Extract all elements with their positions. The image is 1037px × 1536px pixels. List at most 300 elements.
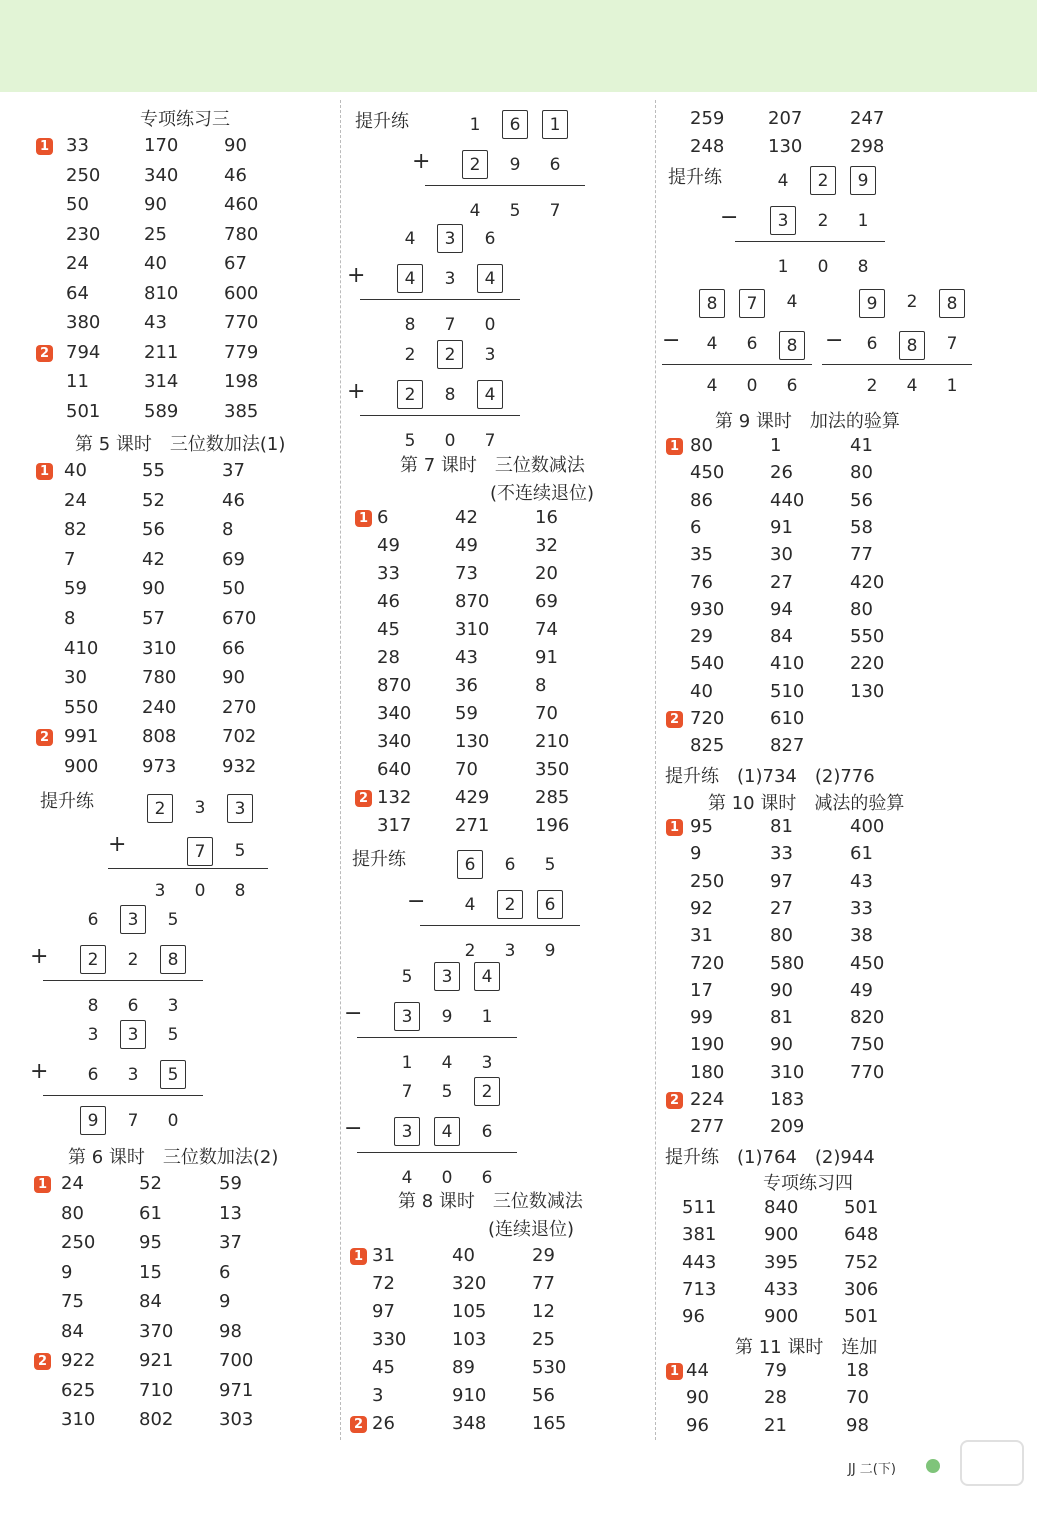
vertical-digit: 1 [469,115,481,135]
vertical-digit: 5 [404,431,416,451]
answer-value: 30 [64,667,87,689]
vertical-digit: 7 [484,431,496,451]
answer-value: 840 [764,1197,799,1218]
answer-value: 770 [850,1061,885,1083]
number-badge: 2 [666,711,683,728]
section-title: 第 5 课时 三位数加法(1) [75,434,286,455]
section-title: 第 6 课时 三位数加法(2) [68,1147,279,1168]
answer-value: 44 [686,1360,709,1381]
answer-value: 18 [846,1360,869,1381]
vertical-digit: 0 [817,257,829,277]
vertical-digit: 4 [786,292,798,312]
number-badge: 2 [355,790,372,807]
answer-value: 132 [377,787,412,808]
answer-value: 46 [224,164,247,186]
answer-value: 310 [770,1061,805,1083]
answer-box: 2 [80,945,106,974]
answer-value: 84 [139,1291,162,1312]
answer-value: 183 [770,1089,805,1110]
answer-value: 750 [850,1034,885,1056]
answer-value: 105 [452,1301,487,1322]
sum-line [420,925,580,926]
answer-value: 511 [682,1197,717,1218]
answer-value: 46 [222,489,245,511]
answer-value: 247 [850,108,885,129]
answer-value: 80 [850,598,873,620]
answer-value: 900 [764,1224,799,1246]
answer-box: 4 [397,264,423,293]
answer-value: 385 [224,400,259,422]
answer-value: 45 [372,1357,395,1378]
answer-value: 66 [222,637,245,659]
answer-box: 6 [502,110,528,139]
vertical-digit: 1 [777,257,789,277]
plus-sign: + [347,379,366,404]
answer-value: 310 [61,1409,96,1430]
answer-value: 6 [377,507,389,528]
answer-value: 248 [690,136,725,157]
answer-value: 900 [764,1306,799,1328]
minus-sign: − [720,205,739,230]
number-badge: 1 [666,438,683,455]
vertical-digit: 1 [946,376,958,396]
answer-box: 3 [120,905,146,934]
answer-value: 90 [224,135,247,156]
minus-sign: − [407,889,426,914]
answer-value: 971 [219,1379,254,1401]
number-badge: 2 [36,345,53,362]
answer-value: 340 [377,731,412,752]
sum-line [735,241,885,242]
answer-value: 700 [219,1350,254,1371]
section-title: 第 9 课时 加法的验算 [715,411,900,432]
answer-value: 37 [222,460,245,481]
number-badge: 1 [350,1248,367,1265]
answer-value: 57 [142,608,165,629]
answer-value: 270 [222,696,257,718]
answer-box: 3 [437,224,463,253]
vertical-digit: 5 [167,1025,179,1045]
vertical-digit: 5 [509,201,521,221]
vertical-digit: 8 [857,257,869,277]
answer-value: 52 [139,1173,162,1194]
answer-box: 4 [477,380,503,409]
vertical-digit: 5 [544,855,556,875]
answer-box: 7 [739,289,765,318]
answer-value: 43 [850,870,873,892]
vertical-digit: 6 [87,1065,99,1085]
answer-value: 240 [142,696,177,718]
number-badge: 1 [34,1176,51,1193]
answer-value: 20 [535,563,558,584]
vertical-digit: 1 [401,1053,413,1073]
vertical-digit: 0 [441,1168,453,1188]
answer-value: 61 [850,843,873,865]
vertical-digit: 0 [444,431,456,451]
answer-value: 285 [535,787,570,808]
answer-value: 501 [844,1197,879,1218]
answer-value: 220 [850,653,885,675]
vertical-digit: 3 [444,269,456,289]
tisheng-label: 提升练 [668,167,722,188]
answer-value: 303 [219,1409,254,1430]
answer-value: 9 [219,1291,231,1312]
sum-line [357,1152,517,1153]
answer-value: 21 [764,1414,787,1436]
answer-value: 35 [690,544,713,566]
answer-value: 61 [139,1202,162,1224]
answer-value: 702 [222,726,257,748]
answer-value: 340 [377,703,412,724]
answer-box: 7 [187,837,213,866]
answer-box: 1 [542,110,568,139]
vertical-digit: 9 [544,941,556,961]
answer-value: 80 [770,925,793,947]
number-badge: 1 [666,819,683,836]
section-title: 专项练习三 [140,109,230,130]
answer-value: 33 [66,135,89,156]
answer-value: 79 [764,1360,787,1381]
vertical-digit: 4 [906,376,918,396]
vertical-digit: 7 [401,1082,413,1102]
answer-value: 80 [61,1202,84,1224]
answer-box: 8 [939,289,965,318]
answer-value: 82 [64,519,87,541]
vertical-digit: 3 [154,881,166,901]
answer-value: 224 [690,1089,725,1110]
vertical-digit: 7 [444,315,456,335]
answer-value: 932 [222,756,257,777]
answer-value: 8 [64,608,76,629]
answer-value: 29 [690,626,713,648]
answer-value: 540 [690,653,725,675]
answer-value: 314 [144,371,179,392]
vertical-digit: 8 [404,315,416,335]
answer-value: 298 [850,136,885,157]
answer-value: 670 [222,608,257,629]
answer-value: 38 [850,925,873,947]
number-badge: 2 [666,1092,683,1109]
answer-value: 98 [219,1320,242,1342]
answer-value: 429 [455,787,490,808]
answer-value: 207 [768,108,803,129]
vertical-digit: 2 [817,211,829,231]
answer-value: 277 [690,1116,725,1138]
answer-value: 42 [455,507,478,528]
answer-value: 921 [139,1350,174,1371]
sum-line [360,299,520,300]
section-subtitle: (不连续退位) [490,483,595,504]
plus-sign: + [30,944,49,969]
answer-value: 410 [64,637,99,659]
vertical-digit: 6 [481,1168,493,1188]
vertical-digit: 4 [464,895,476,915]
answer-value: 25 [532,1329,555,1350]
vertical-digit: 6 [504,855,516,875]
page-number-dot [926,1459,940,1473]
answer-value: 190 [690,1034,725,1056]
answer-value: 810 [144,282,179,304]
answer-value: 27 [770,897,793,919]
section-title: 专项练习四 [763,1173,853,1194]
section-title: 第 7 课时 三位数减法 [400,455,585,476]
answer-value: 90 [144,194,167,215]
answer-value: 600 [224,282,259,304]
minus-sign: − [825,328,844,353]
answer-value: 210 [535,731,570,752]
answer-value: 84 [770,626,793,648]
answer-value: 930 [690,598,725,620]
vertical-digit: 3 [167,996,179,1016]
vertical-digit: 7 [549,201,561,221]
answer-value: 32 [535,535,558,556]
answer-value: 320 [452,1273,487,1294]
sum-line [425,185,585,186]
answer-value: 46 [377,591,400,612]
answer-value: 170 [144,135,179,156]
answer-value: 530 [532,1357,567,1378]
vertical-digit: 2 [866,376,878,396]
answer-value: 720 [690,952,725,974]
vertical-digit: 2 [906,292,918,312]
answer-value: 922 [61,1350,96,1371]
answer-box: 4 [434,1117,460,1146]
vertical-digit: 8 [444,385,456,405]
answer-value: 26 [770,462,793,484]
vertical-digit: 6 [549,155,561,175]
answer-value: 81 [770,816,793,837]
answer-value: 780 [224,223,259,245]
answer-value: 130 [768,136,803,157]
vertical-digit: 6 [786,376,798,396]
sum-line [662,364,812,365]
answer-value: 780 [142,667,177,689]
answer-value: 9 [61,1261,73,1283]
plus-sign: + [30,1059,49,1084]
vertical-digit: 9 [441,1007,453,1027]
answer-value: 450 [850,952,885,974]
section-title: 第 11 课时 连加 [735,1337,878,1358]
number-badge: 1 [666,1363,683,1380]
answer-value: 92 [690,897,713,919]
tisheng-label: 提升练 [352,849,406,870]
top-banner [0,0,1037,92]
answer-value: 3 [372,1385,384,1406]
answer-value: 70 [846,1387,869,1409]
answer-value: 770 [224,312,259,333]
answer-value: 74 [535,619,558,640]
answer-value: 45 [377,619,400,640]
vertical-digit: 3 [127,1065,139,1085]
answer-value: 31 [372,1245,395,1266]
answer-value: 27 [770,571,793,593]
answer-value: 33 [770,843,793,865]
answer-value: 91 [535,647,558,668]
answer-value: 84 [61,1320,84,1342]
section-subtitle: (连续退位) [488,1219,575,1240]
answer-value: 24 [64,489,87,511]
answer-value: 40 [144,253,167,274]
answer-value: 501 [66,400,101,422]
minus-sign: − [344,1116,363,1141]
sum-line [357,1037,517,1038]
answer-value: 103 [452,1329,487,1350]
minus-sign: − [662,328,681,353]
answer-value: 710 [139,1379,174,1401]
answer-value: 420 [850,571,885,593]
vertical-digit: 5 [401,967,413,987]
answer-value: 55 [142,460,165,481]
answer-value: 59 [64,578,87,600]
answer-value: 779 [224,341,259,363]
answer-value: 77 [850,544,873,566]
answer-value: 43 [144,312,167,333]
answer-value: 94 [770,598,793,620]
answer-value: 250 [61,1232,96,1253]
answer-value: 7 [64,548,76,570]
answer-value: 580 [770,952,805,974]
answer-value: 13 [219,1202,242,1224]
answer-box: 8 [779,331,805,360]
answer-box: 2 [810,166,836,195]
answer-value: 165 [532,1413,567,1434]
answer-value: 433 [764,1278,799,1300]
sum-line [822,364,972,365]
vertical-digit: 4 [706,334,718,354]
vertical-digit: 5 [167,910,179,930]
vertical-digit: 4 [469,201,481,221]
number-badge: 2 [34,1353,51,1370]
answer-box: 3 [770,206,796,235]
answer-box: 2 [497,890,523,919]
vertical-digit: 4 [404,229,416,249]
number-badge: 2 [350,1416,367,1433]
answer-box: 2 [462,150,488,179]
answer-value: 11 [66,371,89,392]
answer-value: 90 [770,979,793,1001]
answer-value: 31 [690,925,713,947]
vertical-digit: 2 [127,950,139,970]
answer-value: 550 [64,696,99,718]
answer-value: 17 [690,979,713,1001]
answer-value: 36 [455,675,478,696]
answer-value: 15 [139,1261,162,1283]
answer-value: 317 [377,815,412,836]
answer-box: 8 [899,331,925,360]
vertical-digit: 4 [706,376,718,396]
answer-value: 808 [142,726,177,748]
vertical-digit: 5 [234,841,246,861]
answer-value: 991 [64,726,99,748]
answer-box: 5 [160,1060,186,1089]
answer-value: 973 [142,756,177,777]
answer-box: 3 [227,794,253,823]
answer-value: 610 [770,708,805,729]
answer-value: 70 [455,759,478,780]
answer-value: 720 [690,708,725,729]
answer-value: 827 [770,735,805,757]
answer-box: 6 [457,850,483,879]
vertical-digit: 3 [484,345,496,365]
vertical-digit: 9 [509,155,521,175]
vertical-digit: 4 [441,1053,453,1073]
tisheng-line: 提升练 (1)734 (2)776 [665,766,875,787]
answer-box: 8 [160,945,186,974]
answer-value: 73 [455,563,478,584]
answer-value: 250 [690,870,725,892]
vertical-digit: 4 [777,171,789,191]
answer-box: 8 [699,289,725,318]
answer-value: 310 [142,637,177,659]
answer-value: 130 [455,731,490,752]
answer-value: 310 [455,619,490,640]
vertical-digit: 4 [401,1168,413,1188]
answer-value: 50 [66,194,89,215]
answer-value: 198 [224,371,259,392]
answer-value: 713 [682,1278,717,1300]
answer-value: 56 [532,1385,555,1406]
answer-value: 381 [682,1224,717,1246]
answer-value: 802 [139,1409,174,1430]
answer-value: 49 [377,535,400,556]
vertical-digit: 0 [194,881,206,901]
answer-value: 8 [222,519,234,541]
vertical-digit: 3 [87,1025,99,1045]
answer-value: 96 [682,1306,705,1328]
sum-line [43,980,203,981]
vertical-digit: 6 [87,910,99,930]
answer-value: 75 [61,1291,84,1312]
vertical-digit: 0 [746,376,758,396]
answer-value: 209 [770,1116,805,1138]
answer-value: 271 [455,815,490,836]
number-badge: 1 [355,510,372,527]
answer-value: 77 [532,1273,555,1294]
answer-value: 91 [770,516,793,538]
answer-value: 33 [850,897,873,919]
answer-box: 6 [537,890,563,919]
answer-value: 69 [535,591,558,612]
answer-value: 794 [66,341,101,363]
answer-box: 3 [434,962,460,991]
answer-value: 440 [770,489,805,511]
answer-value: 90 [770,1034,793,1056]
vertical-digit: 0 [167,1111,179,1131]
answer-value: 28 [377,647,400,668]
answer-box: 2 [397,380,423,409]
answer-value: 306 [844,1278,879,1300]
plus-sign: + [412,149,431,174]
answer-value: 648 [844,1224,879,1246]
answer-value: 56 [850,489,873,511]
column-divider [655,100,656,1440]
answer-value: 910 [452,1385,487,1406]
answer-box: 3 [394,1117,420,1146]
section-title: 第 8 课时 三位数减法 [398,1191,583,1212]
answer-value: 72 [372,1273,395,1294]
answer-value: 250 [66,164,101,186]
section-title: 第 10 课时 减法的验算 [708,793,905,814]
vertical-digit: 6 [866,334,878,354]
vertical-digit: 1 [481,1007,493,1027]
answer-value: 25 [144,223,167,245]
answer-box: 4 [474,962,500,991]
vertical-digit: 6 [746,334,758,354]
answer-value: 59 [219,1173,242,1194]
vertical-digit: 8 [234,881,246,901]
answer-value: 1 [770,435,782,456]
answer-box: 9 [859,289,885,318]
